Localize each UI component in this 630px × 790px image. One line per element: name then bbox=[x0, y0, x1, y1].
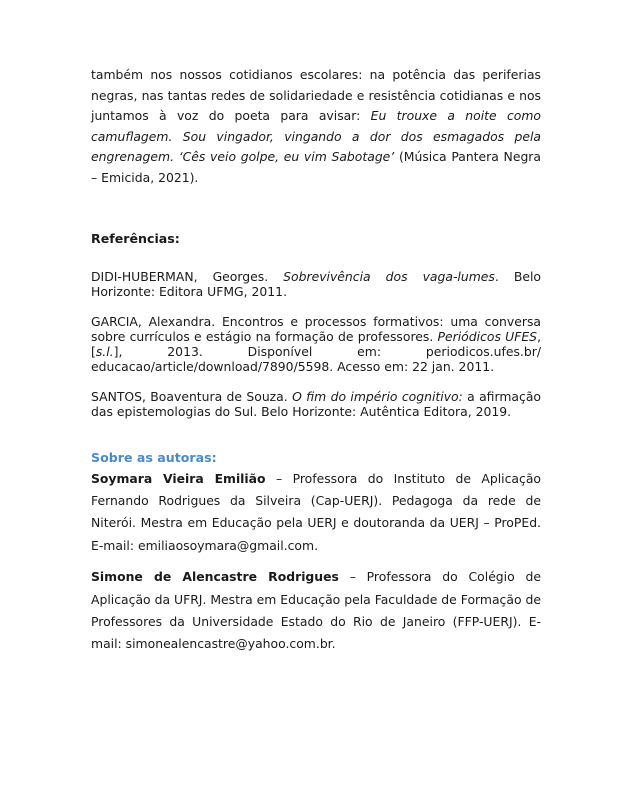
author-bio bbox=[91, 468, 541, 558]
reference-details: ], 2013. Disponível em: periodicos.ufes.br/ educacao/article/download/7890/5598. Acesso em: 22 jan. 2011. bbox=[91, 343, 541, 374]
intro-paragraph bbox=[91, 65, 541, 189]
author-name: Soymara Vieira Emilião bbox=[91, 470, 266, 486]
reference-title: Sobrevivência dos vaga-lumes bbox=[283, 268, 495, 284]
intro-citation: (Música Pantera Negra – Emicida, 2021). bbox=[91, 149, 541, 185]
author-bio bbox=[91, 566, 541, 656]
reference-item bbox=[91, 269, 541, 299]
reference-title: Periódicos UFES bbox=[437, 328, 538, 344]
reference-details: a afirmação das epistemologias do Sul. Belo Horizonte: Autêntica Editora, 2019. bbox=[91, 388, 541, 419]
author-name: Simone de Alencastre Rodrigues bbox=[91, 569, 339, 585]
intro-quote: Eu trouxe a noite como camuflagem. Sou vingador, vingando a dor dos esmagados pela engrenagem. ‘Cês veio golpe, eu vim Sabotage’ bbox=[91, 108, 541, 165]
reference-item bbox=[91, 314, 541, 374]
reference-title: O fim do império cognitivo: bbox=[292, 388, 463, 404]
author-description: – Professora do Instituto de Aplicação Fernando Rodrigues da Silveira (Cap-UERJ). Pedagoga da rede de Niterói. Mestra em Educação pela UERJ e doutoranda da UERJ – ProPEd. E-mail: emiliaosoymara@gmail.com. bbox=[91, 470, 541, 553]
document-page bbox=[91, 60, 541, 656]
reference-author: SANTOS, Boaventura de Souza. bbox=[91, 388, 293, 404]
intro-text: também nos nossos cotidianos escolares: na potência das periferias negras, nas tantas redes de solidariedade e resistência cotidianas e nos juntamos à voz do poeta para avisar: bbox=[91, 67, 541, 124]
reference-details: . Belo Horizonte: Editora UFMG, 2011. bbox=[91, 268, 541, 299]
reference-author: DIDI-HUBERMAN, Georges. bbox=[91, 268, 284, 284]
reference-details: , [ bbox=[91, 328, 542, 359]
reference-item bbox=[91, 389, 541, 419]
reference-place: s.l. bbox=[95, 343, 114, 359]
references-heading: Referências: bbox=[91, 230, 180, 246]
authors-heading: Sobre as autoras: bbox=[91, 449, 217, 465]
author-description: – Professora do Colégio de Aplicação da UFRJ. Mestra em Educação pela Faculdade de Formação de Professores da Universidade Estado do Rio de Janeiro (FFP-UERJ). E-mail: simonealencastre@yahoo.com.br. bbox=[91, 569, 541, 652]
reference-author: GARCIA, Alexandra. Encontros e processos formativos: uma conversa sobre currículos e estágio na formação de professores. bbox=[91, 313, 541, 344]
